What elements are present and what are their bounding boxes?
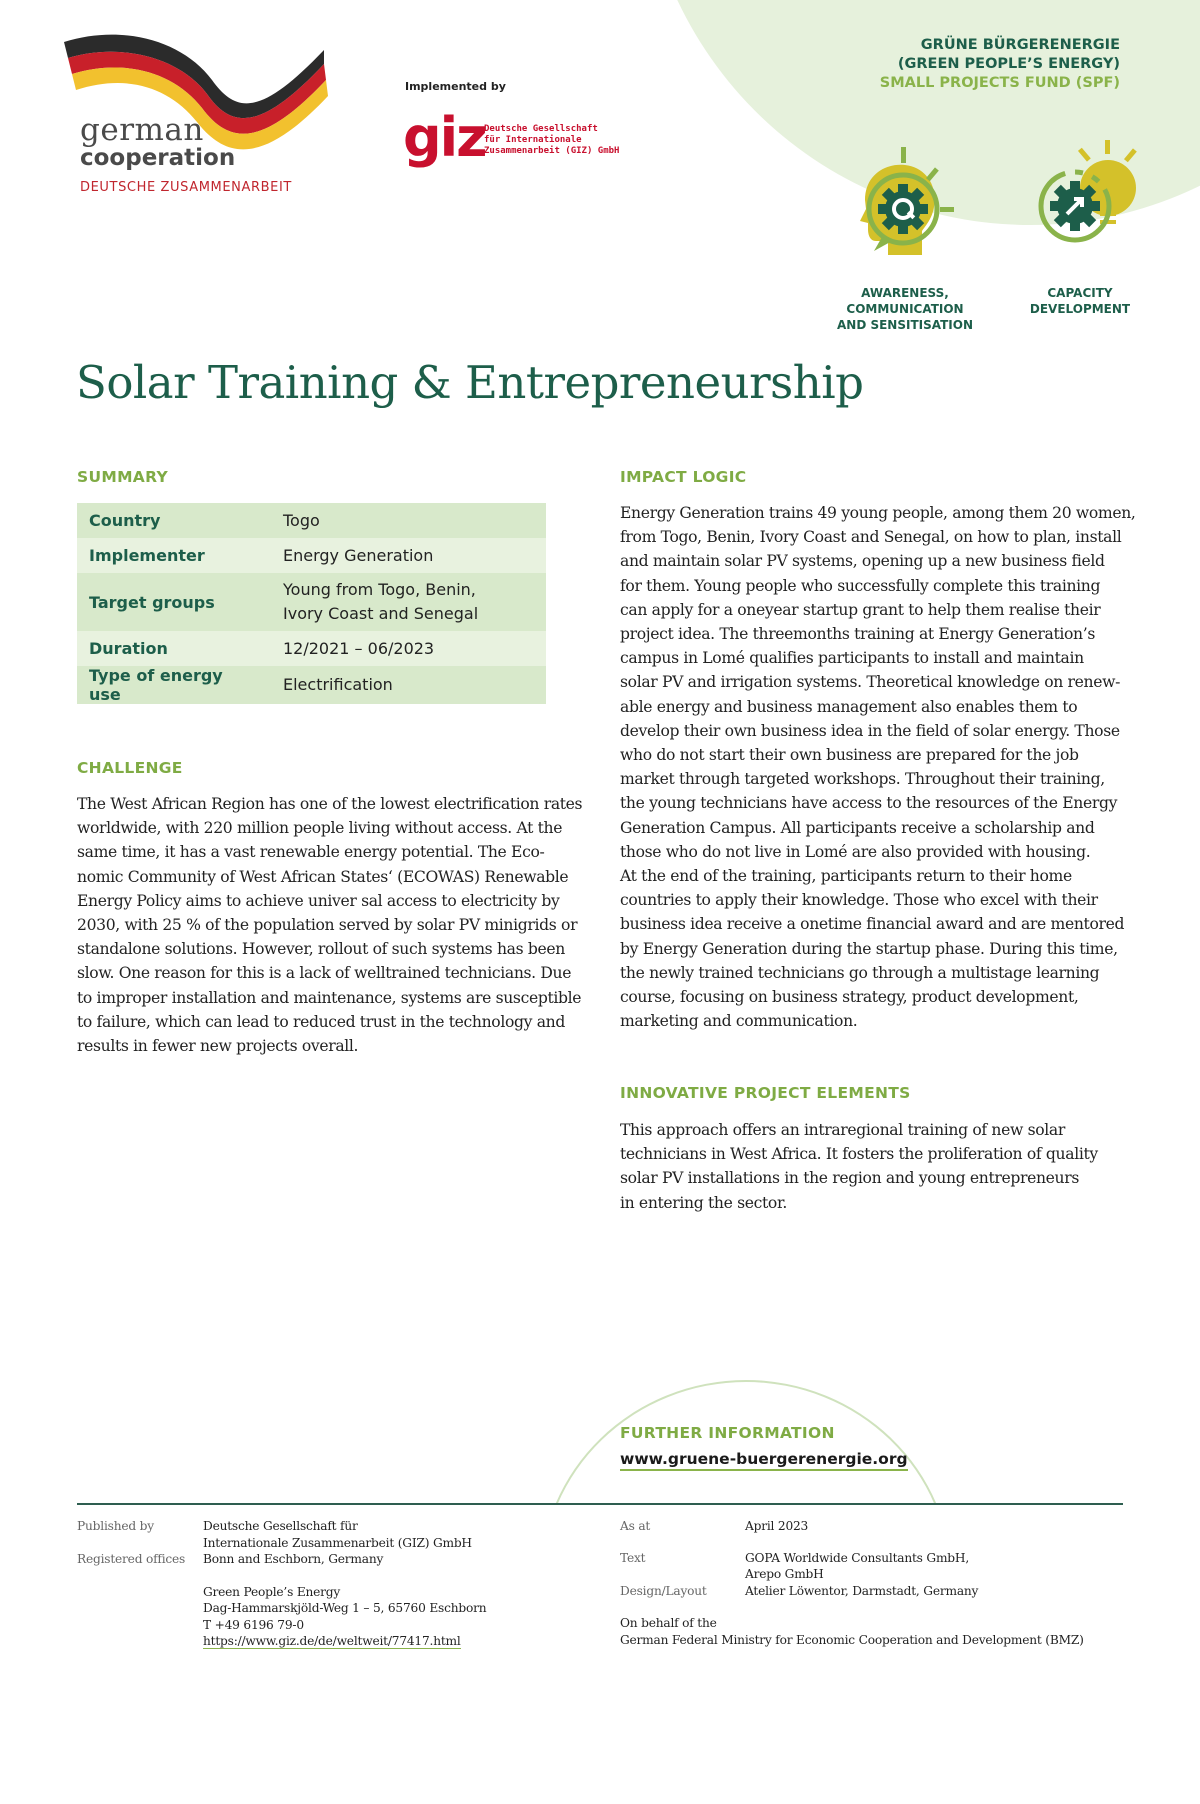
summary-heading: SUMMARY [77, 468, 169, 486]
impact-logic-heading: IMPACT LOGIC [620, 468, 747, 486]
logo-deutsche-zusammenarbeit-text: DEUTSCHE ZUSAMMENARBEIT [80, 180, 292, 195]
summary-key: Duration [89, 639, 168, 658]
programme-heading: GRÜNE BÜRGERENERGIE (GREEN PEOPLE’S ENERGY) SMALL PROJECTS FUND (SPF) [879, 37, 1120, 91]
innovative-text: This approach offers an intraregional training of new solar technicians in West Africa. It fosters the proliferation of quality solar PV installations in the region and young entrepreneurs in entering the sector. [620, 1121, 1098, 1212]
footer-publisher: Published by Deutsche Gesellschaft für Internationale Zusammenarbeit (GIZ) GmbH Registered offices Bonn and Eschborn, Germany Green People’s Energy Dag-Hammarskjöld-Weg 1 – 5, 65760 Eschborn T +49 6196 79-0 https://www.giz.de/de/weltweit/77417.html [77, 1518, 557, 1650]
summary-key: Implementer [89, 546, 205, 565]
giz-logo-text: Deutsche Gesellschaft für Internationale Zusammenarbeit (GIZ) GmbH [484, 124, 620, 156]
table-row [77, 666, 546, 704]
summary-value: Young from Togo, Benin, Ivory Coast and Senegal [283, 580, 479, 623]
further-information-link[interactable]: www.gruene-buergerenergie.org [620, 1450, 908, 1471]
implemented-by-label: Implemented by [405, 80, 506, 93]
summary-key: Country [89, 511, 161, 530]
footer-divider [77, 1503, 1123, 1505]
innovative-heading: INNOVATIVE PROJECT ELEMENTS [620, 1084, 911, 1102]
page-title: Solar Training & Entrepreneurship [76, 356, 864, 409]
summary-value: Electrification [283, 675, 393, 694]
footer-contact: Green People’s Energy Dag-Hammarskjöld-Weg 1 – 5, 65760 Eschborn T +49 6196 79-0 https://www.giz.de/de/weltweit/77417.html [203, 1584, 487, 1648]
impact-logic-text: Energy Generation trains 49 young people, among them 20 women, from Togo, Benin, Ivory Coast and Senegal, on how to plan, install and maintain solar PV systems, opening up a new business field for them. Young people who successfully complete this training can apply for a oneyear startup grant to help them realise their project idea. The threemonths training at Energy Generation’s campus in Lomé qualifies participants to install and maintain solar PV and irrigation systems. Theoretical knowledge on renew- able energy and business management also enables them to develop their own business idea in the field of solar energy. Those who do not start their own business are prepared for the job market through targeted workshops. Throughout their training, the young technicians have access to the resources of the Energy Generation Campus. All participants receive a scholarship and those who do not live in Lomé are also provided with housing. At the end of the training, participants return to their home countries to apply their knowledge. Those who excel with their business idea receive a onetime financial award and are mentored by Energy Generation during the startup phase. During this time, the newly trained technicians go through a multistage learning course, focusing on business strategy, product development, marketing and communication. [620, 504, 1136, 1031]
category-awareness-label: AWARENESS, COMMUNICATION AND SENSITISATION [836, 286, 973, 332]
table-row [77, 573, 546, 631]
footer-credits: As at April 2023 Text GOPA Worldwide Consultants GmbH, Arepo GmbH Design/Layout Atelier Löwentor, Darmstadt, Germany On behalf of the German Federal Ministry for Economic Cooperation and Development (BMZ) [620, 1519, 1084, 1647]
logo-german-text: german [80, 112, 204, 148]
summary-table [77, 503, 546, 704]
giz-project-link[interactable]: https://www.giz.de/de/weltweit/77417.html [203, 1634, 461, 1648]
bulb-gear-icon [1010, 138, 1160, 268]
table-row [77, 631, 546, 666]
summary-value: 12/2021 – 06/2023 [283, 638, 435, 658]
table-row [77, 538, 546, 573]
challenge-text: The West African Region has one of the lowest electrification rates worldwide, with 220 million people living without access. At the same time, it has a vast renewable energy potential. The Eco- nomic Community of West African States‘ (ECOWAS) Renewable Energy Policy aims to achieve univer sal access to electricity by 2030, with 25 % of the population served by solar PV minigrids or standalone solutions. However, rollout of such systems has been slow. One reason for this is a lack of welltrained technicians. Due to improper installation and maintenance, systems are susceptible to failure, which can lead to reduced trust in the technology and results in fewer new projects overall. [77, 795, 583, 1056]
summary-key: Type of energy use [89, 666, 223, 704]
category-capacity-label: CAPACITY DEVELOPMENT [1029, 286, 1131, 316]
logo-cooperation-text: cooperation [80, 145, 236, 171]
summary-value: Energy Generation [283, 545, 434, 565]
head-gear-icon [830, 145, 980, 275]
summary-value: Togo [283, 510, 320, 530]
further-information-heading: FURTHER INFORMATION [620, 1424, 835, 1442]
summary-key: Target groups [89, 592, 215, 612]
challenge-heading: CHALLENGE [77, 759, 183, 777]
table-row [77, 503, 546, 538]
giz-logo-mark: giz [403, 106, 486, 169]
